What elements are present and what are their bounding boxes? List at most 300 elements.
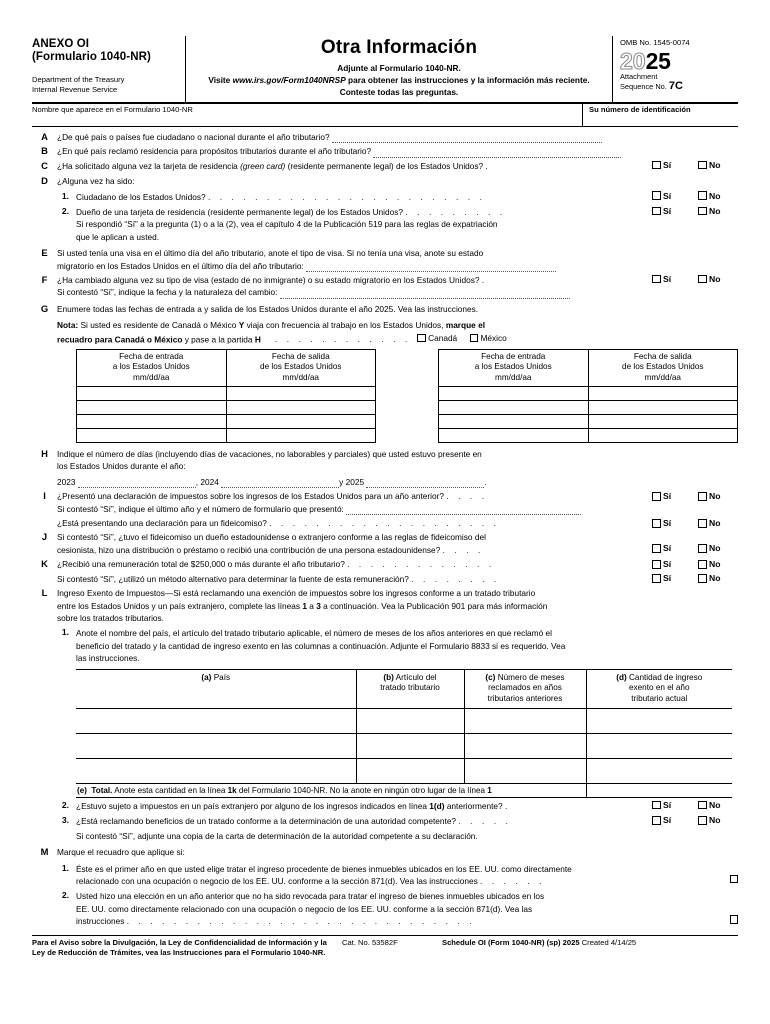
leader-dots-l3: . . . . . [458,816,512,827]
date-exit-cell[interactable] [226,429,376,443]
question-m1-number: 1. [61,862,69,873]
table-row [76,734,732,759]
checkbox-icon[interactable] [698,801,707,810]
checkbox-icon[interactable] [698,191,707,200]
question-d2-number: 2. [61,206,69,217]
question-h-letter: H [41,448,48,460]
question-i3-answer-group [652,517,738,529]
question-j-line2: cesionista, hizo una distribución o préstamo o recibió una contribución de una persona estadounidense? [57,544,441,555]
question-m1-line1: Éste es el primer año en que usted elige tratar el ingreso procedente de bienes inmuebles ubicados en los EE. UU. como directamente [76,863,572,874]
question-e-input[interactable] [306,263,556,272]
entry-l1: Fecha de entrada [481,351,546,361]
question-b-input[interactable] [373,149,621,158]
col-c-l2: reclamados en años [488,683,562,693]
l2-ref-1d: 1(d) [429,801,445,812]
table-row [439,415,738,429]
treaty-col-d-header [586,669,732,709]
question-l2-no[interactable] [698,800,738,810]
col-a-label: País [211,672,231,682]
question-g-note-line2 [57,332,738,346]
date-exit-cell[interactable] [588,401,738,415]
question-h-line1: Indique el número de días (incluyendo días de vacaciones, no laborables y parciales) que usted estuvo presente en [57,449,482,460]
note-bold-h: H [254,334,261,345]
question-i-line2: Si contestó “Sí”, indique el último año y el número de formulario que presentó: [57,503,344,514]
question-k-line1: ¿Recibió una remuneración total de $250,000 o más durante el año tributario? [57,559,345,570]
checkbox-icon[interactable] [652,161,661,170]
question-e-row [32,247,738,272]
question-d2-answer-group [652,206,738,216]
question-l-line3: sobre los tratados tributarios. [57,612,164,623]
no-label: No [709,543,721,554]
question-c-text-wrap [57,160,738,172]
l2-text-c: anteriormente? [444,801,503,812]
question-j-yes[interactable] [652,543,698,553]
checkbox-icon[interactable] [698,161,707,170]
canada-label: Canadá [428,332,458,343]
question-f-line1: ¿Ha cambiado alguna vez su tipo de visa (estado de no inmigrante) o su estado migratorio en los Estados Unidos? [57,275,480,286]
question-j-row [32,531,738,556]
checkbox-icon[interactable] [652,492,661,501]
question-b-letter: B [41,145,48,157]
note-part3: y pase a la partida [182,334,255,345]
question-m2-line1: Usted hizo una elección en un año anterior que no ha sido revocada para tratar el ingreso de bienes inmuebles ubicados en los [76,891,545,902]
question-l3-answer-group [652,815,738,825]
form-page [32,36,738,996]
name-label: Nombre que aparece en el Formulario 1040-NR [32,105,193,114]
year-century: 20 [620,48,646,74]
col-a-tag: (a) [201,672,212,682]
irs-url: www.irs.gov/Form1040NRSP [232,75,346,85]
omb-number: OMB No. 1545-0074 [620,38,690,47]
dept-line-1: Department of the Treasury [32,75,125,84]
col-d-l2: exento en el año [628,683,690,693]
question-d2-no[interactable] [698,206,738,216]
question-m2-line3: instrucciones [76,916,125,927]
schedule-name: ANEXO OI [32,38,90,50]
question-m1-text-wrap [76,863,738,888]
exit-l2: de los Estados Unidos [260,362,342,372]
treaty-country-cell[interactable] [76,709,356,734]
checkbox-icon[interactable] [652,801,661,810]
form-footer [32,935,738,958]
checkbox-icon[interactable] [698,560,707,569]
checkbox-icon[interactable] [698,492,707,501]
treaty-total-amount-cell[interactable] [586,784,732,798]
col-c-tag: (c) [485,672,496,682]
question-i1-no[interactable] [698,490,738,502]
question-l1-line2: beneficio del tratado y la cantidad de ingreso exento en las columnas a continuación. Adjunte el Formulario 8833 si es requerido. Vea [76,640,566,651]
question-l3-yes[interactable] [652,815,698,825]
col-c-l3: tributarios anteriores [487,693,563,703]
header-subtitle-url-line [186,74,612,86]
footer-notice [32,938,332,958]
checkbox-icon[interactable] [652,816,661,825]
leader-dots-l2: . [504,801,511,812]
treaty-amount-cell[interactable] [586,734,732,759]
date-entry-cell[interactable] [439,415,589,429]
total-bold-word: Total. [91,786,113,796]
checkbox-icon[interactable] [698,207,707,216]
question-k1-yes[interactable] [652,558,698,570]
question-a-text-wrap [57,131,738,143]
col-b-l1: Artículo del [393,672,437,682]
leader-dots-c: . [485,160,492,171]
question-i3-no[interactable] [698,517,738,529]
date-col-entry-header [439,349,589,387]
question-f-answer-group [652,274,738,284]
question-l3-note: Si contestó “Sí”, adjunte una copia de la carta de determinación de la autoridad competente a su declaración. [76,830,478,841]
yes-label: Sí [663,274,672,285]
yes-label: Sí [663,159,672,170]
no-label: No [709,206,721,217]
leader-dots-d2: . . . . . . . . . [405,207,506,218]
question-j-letter: J [41,531,48,543]
question-h-row [32,448,738,488]
question-e-line2-wrap [57,260,738,272]
identification-number-field[interactable] [583,104,738,126]
note-bold-y: Y [238,320,245,331]
question-l1-line3: las instrucciones. [76,653,140,664]
footer-schedule-name: Schedule OI (Form 1040-NR) (sp) 2025 [442,937,580,947]
table-row [439,401,738,415]
question-i-line2-wrap [57,503,738,515]
checkbox-icon[interactable] [652,191,661,200]
treaty-months-cell[interactable] [464,734,586,759]
checkbox-icon[interactable] [652,207,661,216]
total-line-1: 1 [487,786,492,796]
question-k1-no[interactable] [698,558,738,570]
question-k1-answer-group [652,558,738,570]
question-h-text-wrap [57,448,738,488]
question-f-text-wrap [57,274,738,299]
question-d2-text-wrap [76,206,738,243]
question-m1-line2: relacionado con una ocupación o negocio de los EE. UU. conforme a la sección 871(d). Vea las instrucciones [76,876,478,887]
question-i1-yes[interactable] [652,490,698,502]
question-d1-row [32,191,738,203]
question-m-row [32,846,738,858]
total-line-1k: 1k [227,786,237,796]
date-entry-cell[interactable] [439,429,589,443]
question-l2-yes[interactable] [652,800,698,810]
question-m-text: Marque el recuadro que aplique si: [57,847,185,858]
col-d-l3: tributario actual [631,693,688,703]
exit-l3: mm/dd/aa [282,372,319,382]
form-header [32,36,738,104]
yes-label: Sí [663,815,672,826]
date-entry-cell[interactable] [439,387,589,401]
question-g-canada[interactable] [417,332,457,344]
url-prefix: Visite [208,75,233,85]
checkbox-icon[interactable] [698,574,707,583]
question-a-text: ¿De qué país o países fue ciudadano o nacional durante el año tributario? [57,132,330,142]
question-i-text-wrap [57,490,738,529]
year-2023-label: 2023 [57,476,76,487]
name-field[interactable] [32,104,583,126]
table-row [77,429,376,443]
yes-label: Sí [663,206,672,217]
question-a-row [32,131,738,143]
question-m2-answer-group [730,915,739,924]
checkbox-icon[interactable] [730,915,739,924]
question-l-row [32,587,738,624]
checkbox-icon[interactable] [470,334,479,343]
yes-label: Sí [663,800,672,811]
attachment-sequence [620,72,738,91]
checkbox-icon[interactable] [698,519,707,528]
checkbox-icon[interactable] [652,519,661,528]
checkbox-icon[interactable] [698,275,707,284]
checkbox-icon[interactable] [698,544,707,553]
question-k2-no[interactable] [698,572,738,584]
question-m2-number: 2. [61,890,69,901]
no-label: No [709,815,721,826]
question-k-row [32,558,738,585]
question-d-row [32,175,738,187]
question-j-answer-group [652,543,738,553]
question-m2-row [32,890,738,927]
year-2025-label: y 2025 [339,476,365,487]
question-l1-line1: Anote el nombre del país, el artículo del tratado tributario aplicable, el número de meses de los años anteriores en que reclamó el [76,628,552,639]
header-center-block [186,36,612,102]
checkbox-icon[interactable] [730,875,739,884]
date-exit-cell[interactable] [226,387,376,401]
checkbox-icon[interactable] [417,334,426,343]
question-l-line2 [57,600,738,612]
question-l1-number: 1. [61,627,69,638]
treaty-total-label [76,784,586,798]
leader-dots-g: . . . . . . . . . . . . [263,334,411,345]
question-e-text-wrap [57,247,738,272]
date-table-left [76,349,376,444]
table-row [77,415,376,429]
treaty-income-table [76,669,732,799]
header-right-block [612,36,738,102]
yes-label: Sí [663,559,672,570]
question-k-line2: Si contestó “Sí”, ¿utilizó un método alternativo para determinar la fuente de esta remuneración? [57,573,409,584]
question-f-row [32,274,738,299]
question-l2-answer-group [652,800,738,810]
question-e-line2: migratorio en los Estados Unidos en el último día del año tributario: [57,260,304,271]
note-label: Nota: [57,320,79,331]
no-label: No [709,190,721,201]
question-d1-text-wrap [76,191,738,203]
question-b-text: ¿En qué país reclamó residencia para propósitos tributarios durante el año tributario? [57,146,372,157]
question-e-letter: E [41,247,48,259]
question-l3-number: 3. [61,815,69,826]
date-entry-cell[interactable] [77,387,227,401]
treaty-amount-cell[interactable] [586,709,732,734]
question-k2-yes[interactable] [652,572,698,584]
question-l-line1: Ingreso Exento de Impuestos—Si está reclamando una exención de impuestos sobre los ingresos conforme a un tratado tributario [57,588,536,599]
header-subtitle-answer-all: Conteste todas las preguntas. [339,87,459,97]
no-label: No [709,800,721,811]
question-i-letter: I [43,490,46,502]
no-label: No [709,491,721,502]
question-l-text-wrap [57,587,738,624]
question-m2-line2: EE. UU. como directamente relacionado con una ocupación o negocio de los EE. UU. conforme a la sección 871(d). Vea las [76,903,533,914]
l2-text-a: ¿Estuvo sujeto a impuestos en un país extranjero por alguno de los ingresos indicados en línea [76,801,430,812]
question-l3-text-wrap [76,815,738,842]
leader-dots-i3: . . . . . . . . . . . . . . . . . . . . [269,518,500,529]
date-exit-cell[interactable] [226,401,376,415]
col-d-tag: (d) [616,672,627,682]
question-j-text-wrap [57,531,738,556]
date-col-exit-header [588,349,738,387]
treaty-country-cell[interactable] [76,759,356,784]
question-g-mexico[interactable] [470,332,507,344]
question-k-letter: K [41,558,48,570]
question-d2-text: Dueño de una tarjeta de residencia (residente permanente legal) de los Estados Unidos? [76,207,404,218]
days-2023-input[interactable] [78,479,196,488]
mexico-label: México [480,332,507,343]
table-row [439,429,738,443]
id-label: Su número de identificación [589,105,691,114]
col-b-l2: tratado tributario [380,683,440,693]
question-d2-yes[interactable] [652,206,698,216]
dept-line-2: Internal Revenue Service [32,85,118,94]
table-row [76,759,732,784]
question-h-years [57,476,738,488]
footer-notice-line2: Ley de Reducción de Trámites, vea las Instrucciones para el Formulario 1040-NR. [32,947,326,957]
question-f-input[interactable] [280,290,570,299]
taxpayer-name-row [32,104,738,127]
question-f-no[interactable] [698,274,738,284]
year-decade: 25 [645,48,671,74]
treaty-article-cell[interactable] [356,759,464,784]
question-l3-text: ¿Está reclamando beneficios de un tratado conforme a la determinación de una autoridad competente? [76,816,457,827]
question-d1-text: Ciudadano de los Estados Unidos? [76,191,206,202]
col-d-l1: Cantidad de ingreso [626,672,703,682]
exit-l2: de los Estados Unidos [622,362,704,372]
tax-year [620,49,738,73]
question-c-text-pre: ¿Ha solicitado alguna vez la tarjeta de residencia [57,160,241,171]
question-f-letter: F [41,274,48,286]
note-bold-recuadro: recuadro para Canadá o México [57,334,183,345]
question-c-yes[interactable] [652,160,698,170]
total-tag: (e) [77,786,87,796]
treaty-country-cell[interactable] [76,734,356,759]
date-exit-cell[interactable] [588,387,738,401]
l-line-ref-3: 3 [316,600,321,611]
date-entry-cell[interactable] [77,415,227,429]
page-title: Otra Información [320,37,478,58]
date-col-entry-header [77,349,227,387]
date-table-right [438,349,738,444]
leader-dots-m2: . . . . . . . . . . . . . . . . . . . . . . . . . . . . . . [126,916,476,927]
sequence-number: 7C [668,79,683,92]
question-l-letter: L [41,587,48,599]
yes-label: Sí [663,190,672,201]
col-c-l1: Número de meses [495,672,565,682]
header-subtitle-attach: Adjunte al Formulario 1040-NR. [337,63,461,73]
question-c-no[interactable] [698,160,738,170]
note-bold-marque: marque el [445,320,486,331]
checkbox-icon[interactable] [652,275,661,284]
leader-dots-d1: . . . . . . . . . . . . . . . . . . . . . . . . [207,191,486,202]
days-2025-input[interactable] [366,476,487,488]
note-part1: Si usted es residente de Canadá o México [78,320,239,331]
year-2024-label: , 2024 [195,476,219,487]
date-exit-cell[interactable] [588,415,738,429]
no-label: No [709,573,721,584]
question-f-line2: Si contestó “Sí”, indique la fecha y la naturaleza del cambio: [57,287,278,298]
entry-l3: mm/dd/aa [495,372,532,382]
question-l2-row [32,800,738,812]
checkbox-icon[interactable] [698,816,707,825]
question-i1-answer-group [652,490,738,502]
question-m-letter: M [40,846,49,858]
question-k2-answer-group [652,572,738,584]
treaty-article-cell[interactable] [356,709,464,734]
yes-label: Sí [663,491,672,502]
leader-dots-m1: . . . . . . [480,876,545,887]
leader-dots-i1: . . . . [446,491,488,502]
checkbox-icon[interactable] [652,560,661,569]
question-d2-note-line2: que le aplican a usted. [76,231,160,242]
total-text-a: Anote esta cantidad en la línea [112,786,228,796]
yes-label: Sí [663,543,672,554]
question-m2-text-wrap [76,890,738,927]
question-e-line1: Si usted tenía una visa en el último día del año tributario, anote el tipo de visa. Si no tenía una visa, anote su estado [57,248,484,259]
table-row [76,709,732,734]
leader-dots-k2: . . . . . . . . [411,573,500,584]
question-d1-no[interactable] [698,191,738,201]
question-l3-row [32,815,738,842]
question-i-line3: ¿Está presentando una declaración para un fideicomiso? [57,518,267,529]
question-a-letter: A [41,131,48,142]
leader-dots-k1: . . . . . . . . . . . . . [347,559,495,570]
question-k-text-wrap [57,558,738,585]
table-row [77,387,376,401]
date-exit-cell[interactable] [226,415,376,429]
question-d2-note-line1: Si respondió “Sí” a la pregunta (1) o a la (2), vea el capítulo 4 de la Publicación 519 para las reglas de expatriación [76,219,498,230]
sequence-line [620,79,738,92]
no-label: No [709,559,721,570]
question-d1-yes[interactable] [652,191,698,201]
question-h-line2: los Estados Unidos durante el año: [57,461,186,472]
checkbox-icon[interactable] [652,544,661,553]
footer-catalog-number: Cat. No. 53582F [342,937,398,947]
question-f-yes[interactable] [652,274,698,284]
date-exit-cell[interactable] [588,429,738,443]
treaty-months-cell[interactable] [464,709,586,734]
question-i-input[interactable] [346,506,581,515]
question-a-input[interactable] [332,134,602,143]
checkbox-icon[interactable] [652,574,661,583]
date-entry-cell[interactable] [77,401,227,415]
url-suffix: para obtener las instrucciones y la información más reciente. [345,75,590,85]
question-j-line1: Si contestó “Sí”, ¿tuvo el fideicomiso un dueño estadounidense o extranjero conforme a las reglas de fideicomiso del [57,532,486,543]
entry-l2: a los Estados Unidos [112,362,190,372]
footer-created-date: Created 4/14/25 [579,937,637,947]
l-line-ref-1: 1 [302,600,307,611]
date-entry-cell[interactable] [77,429,227,443]
days-2024-input[interactable] [221,479,339,488]
question-j-no[interactable] [698,543,738,553]
date-entry-cell[interactable] [439,401,589,415]
treaty-article-cell[interactable] [356,734,464,759]
question-i3-yes[interactable] [652,517,698,529]
question-g-note-line1 [57,319,738,331]
exit-l1: Fecha de salida [271,351,330,361]
header-left-block [32,36,186,102]
treaty-months-cell[interactable] [464,759,586,784]
question-m1-row [32,863,738,888]
treaty-amount-cell[interactable] [586,759,732,784]
note-part2: viaja con frecuencia al trabajo en los Estados Unidos, [244,320,446,331]
question-g-text-wrap [57,303,738,346]
question-l3-no[interactable] [698,815,738,825]
